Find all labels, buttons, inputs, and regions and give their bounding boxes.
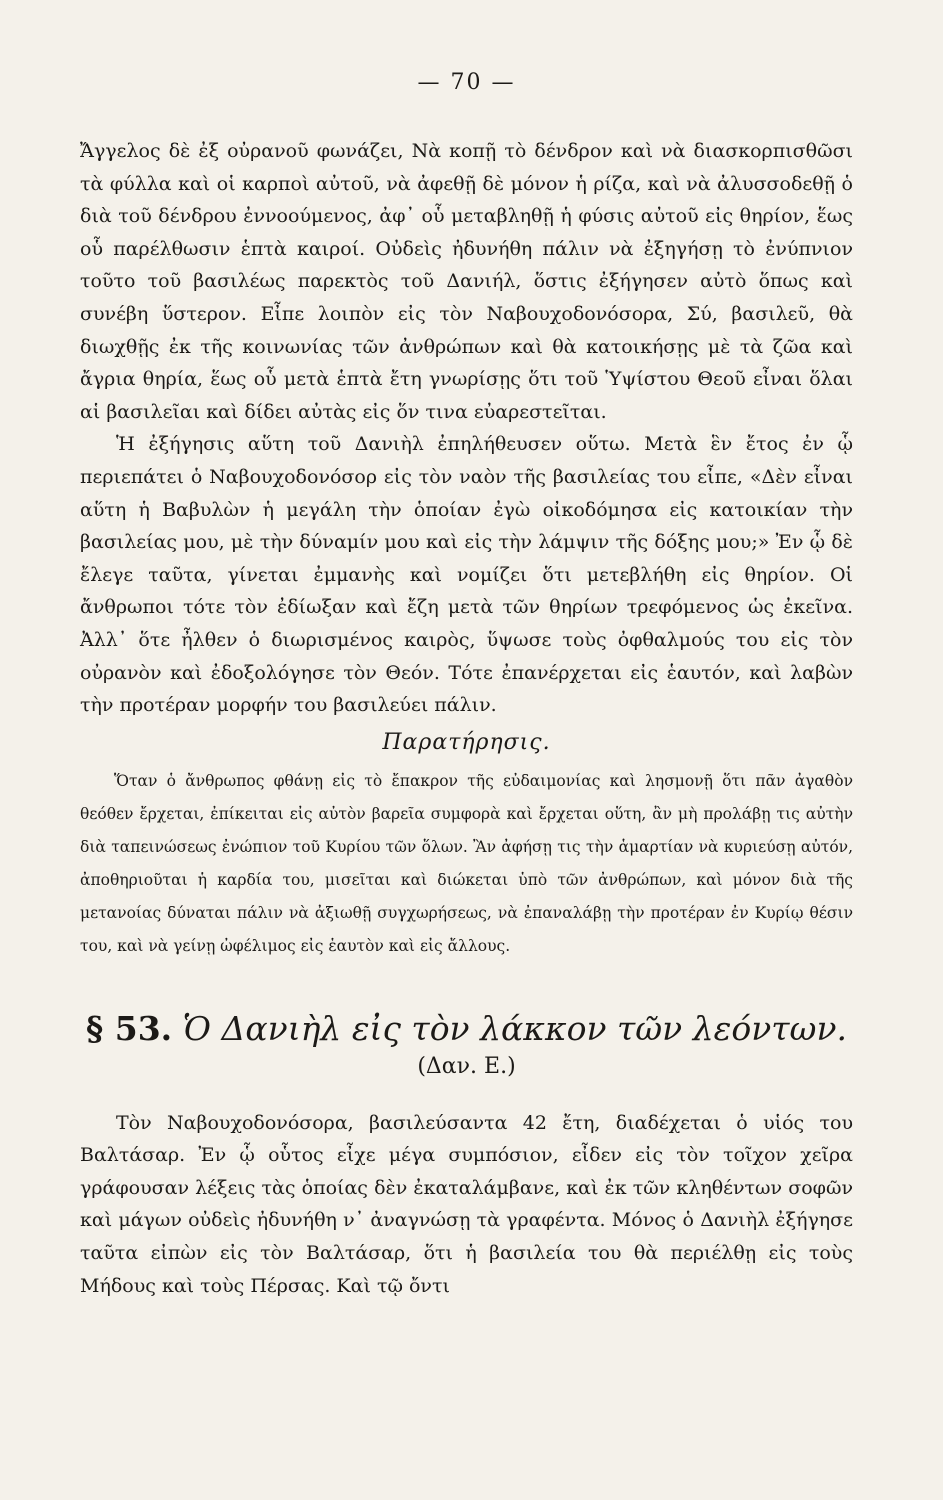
body-paragraph-2: Ἡ ἐξήγησις αὕτη τοῦ Δανιὴλ ἐπηλήθευσεν οὕτω. Μετὰ ἓν ἔτος ἐν ᾧ περιεπάτει ὁ Ναβουχοδονόσορ εἰς τὸν ναὸν τῆς βασιλείας του εἶπε, «Δὲν εἶναι αὕτη ἡ Βαβυλὼν ἡ μεγάλη τὴν ὁποίαν ἐγὼ οἰκοδόμησα εἰς κατοικίαν τὴν βασιλείας μου, μὲ τὴν δύναμίν μου καὶ εἰς τὴν λάμψιν τῆς δόξης μου;» Ἐν ᾧ δὲ ἔλεγε ταῦτα, γίνεται ἐμμανὴς καὶ νομίζει ὅτι μετεβλήθη εἰς θηρίον. Οἱ ἄνθρωποι τότε τὸν ἐδίωξαν καὶ ἔζη μετὰ τῶν θηρίων τρεφόμενος ὡς ἐκεῖνα. Ἀλλ᾽ ὅτε ἦλθεν ὁ διωρισμένος καιρὸς, ὕψωσε τοὺς ὀφθαλμούς του εἰς τὸν οὐρανὸν καὶ ἐδοξολόγησε τὸν Θεόν. Τότε ἐπανέρχεται εἰς ἑαυτόν, καὶ λαβὼν τὴν προτέραν μορφήν του βασιλεύει πάλιν. — [80, 433, 853, 717]
section-title: Ὁ Δανιὴλ εἰς τὸν λάκκον τῶν λεόντων. — [182, 1008, 847, 1048]
note-text: Ὅταν ὁ ἄνθρωπος φθάνῃ εἰς τὸ ἔπακρον τῆς εὐδαιμονίας καὶ λησμονῇ ὅτι πᾶν ἀγαθὸν θεόθεν ἔρχεται, ἐπίκειται εἰς αὐτὸν βαρεῖα συμφορὰ καὶ ἔρχεται οὕτη, ἂν μὴ προλάβῃ τις αὐτὴν διὰ ταπεινώσεως ἐνώπιον τοῦ Κυρίου τῶν ὅλων. Ἂν ἀφήσῃ τις τὴν ἁμαρτίαν νὰ κυριεύσῃ αὐτόν, ἀποθηριοῦται ἡ καρδία του, μισεῖται καὶ διώκεται ὑπὸ τῶν ἀνθρώπων, καὶ μόνον διὰ τῆς μετανοίας δύναται πάλιν νὰ ἀξιωθῇ συγχωρήσεως, νὰ ἐπαναλάβῃ τὴν προτέραν ἐν Κυρίῳ θέσιν του, καὶ νὰ γείνῃ ὠφέλιμος εἰς ἑαυτὸν καὶ εἰς ἄλλους. — [80, 771, 853, 955]
note-title: Παρατήρησις. — [382, 729, 551, 755]
section-heading — [80, 1009, 853, 1048]
section-reference: (Δαν. Ε.) — [417, 1053, 516, 1079]
page-number: — 70 — — [417, 70, 516, 95]
section-number: § 53. — [86, 1008, 173, 1048]
section-paragraph: Τὸν Ναβουχοδονόσορα, βασιλεύσαντα 42 ἔτη, διαδέχεται ὁ υἱός του Βαλτάσαρ. Ἐν ᾧ οὗτος εἶχε μέγα συμπόσιον, εἶδεν εἰς τὸν τοῖχον χεῖρα γράφουσαν λέξεις τὰς ὁποίας δὲν ἐκαταλάμβανε, καὶ ἐκ τῶν κληθέντων σοφῶν καὶ μάγων οὐδεὶς ἠδυνήθη ν᾽ ἀναγνώσῃ τὰ γραφέντα. Μόνος ὁ Δανιὴλ ἐξήγησε ταῦτα εἰπὼν εἰς τὸν Βαλτάσαρ, ὅτι ἡ βασιλεία του θὰ περιέλθῃ εἰς τοὺς Μήδους καὶ τοὺς Πέρσας. Καὶ τῷ ὄντι — [80, 1111, 853, 1297]
body-paragraph-1: Ἄγγελος δὲ ἐξ οὐρανοῦ φωνάζει, Νὰ κοπῇ τὸ δένδρον καὶ νὰ διασκορπισθῶσι τὰ φύλλα καὶ οἱ καρποὶ αὐτοῦ, νὰ ἀφεθῇ δὲ μόνον ἡ ρίζα, καὶ νὰ ἀλυσσοδεθῇ ὁ διὰ τοῦ δένδρου ἐννοούμενος, ἀφ᾽ οὗ μεταβληθῇ ἡ φύσις αὐτοῦ εἰς θηρίον, ἕως οὗ παρέλθωσιν ἑπτὰ καιροί. Οὐδεὶς ἠδυνήθη πάλιν νὰ ἐξηγήσῃ τὸ ἐνύπνιον τοῦτο τοῦ βασιλέως παρεκτὸς τοῦ Δανιήλ, ὅστις ἐξήγησεν αὐτὸ ὅπως καὶ συνέβη ὕστερον. Εἶπε λοιπὸν εἰς τὸν Ναβουχοδονόσορα, Σύ, βασιλεῦ, θὰ διωχθῇς ἐκ τῆς κοινωνίας τῶν ἀνθρώπων καὶ θὰ κατοικήσῃς μὲ τὰ ζῶα καὶ ἄγρια θηρία, ἕως οὗ μετὰ ἑπτὰ ἔτη γνωρίσῃς ὅτι τοῦ Ὑψίστου Θεοῦ εἶναι ὅλαι αἱ βασιλεῖαι καὶ δίδει αὐτὰς εἰς ὅν τινα εὐαρεστεῖται. — [80, 140, 853, 423]
